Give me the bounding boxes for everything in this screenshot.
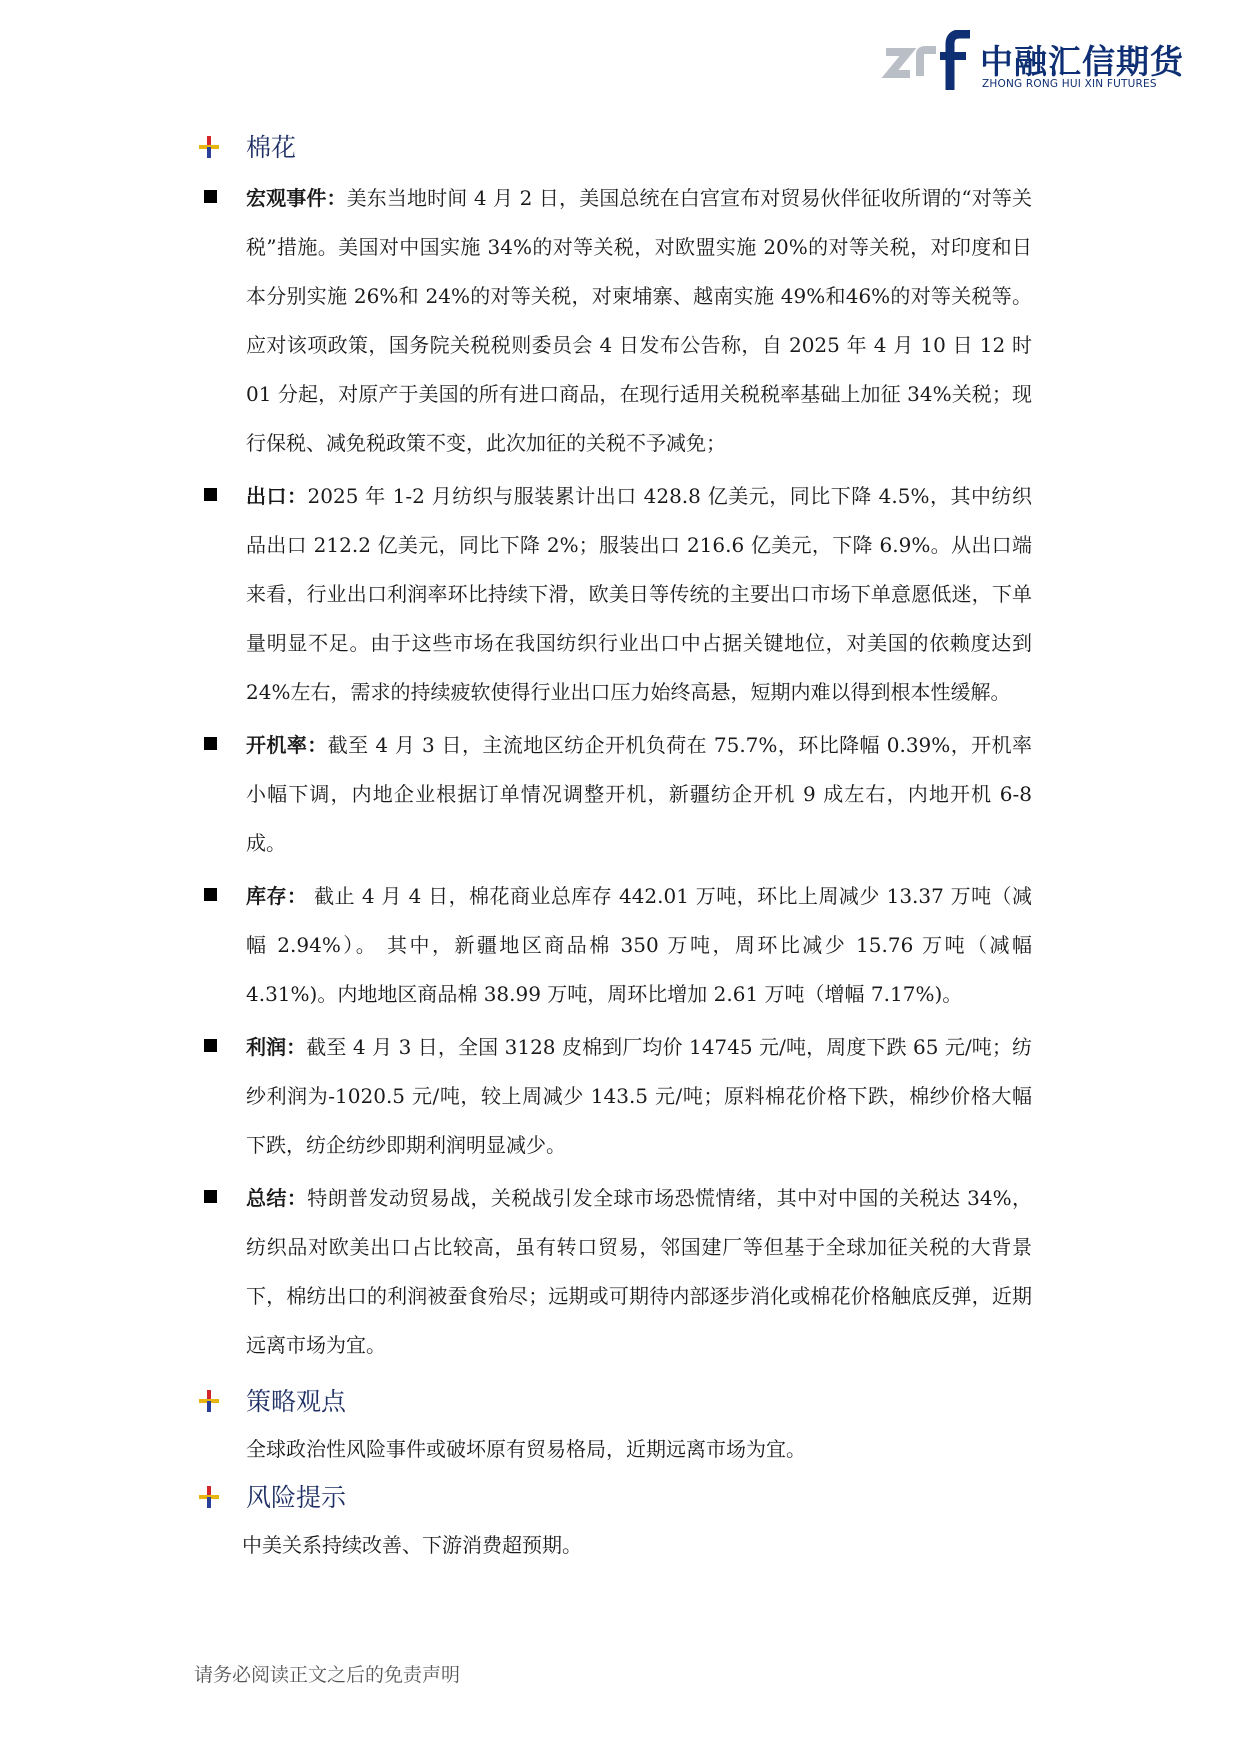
company-logo	[880, 30, 1184, 94]
square-bullet-icon	[204, 888, 217, 901]
risk-text: 中美关系持续改善、下游消费超预期。	[242, 1533, 582, 1557]
section-title: 棉花	[246, 133, 297, 162]
square-bullet-icon	[204, 190, 217, 203]
list-item	[0, 1174, 1240, 1370]
item-label: 库存：	[246, 884, 308, 908]
footer-disclaimer: 请务必阅读正文之后的免责声明	[194, 1664, 461, 1686]
item-label: 宏观事件：	[246, 186, 347, 210]
list-item	[0, 472, 1240, 717]
item-label: 利润：	[246, 1035, 307, 1059]
section-title: 风险提示	[246, 1483, 347, 1512]
section-heading-risk	[0, 1470, 1240, 1524]
item-label: 开机率：	[246, 733, 328, 757]
item-label: 出口：	[246, 484, 308, 508]
strategy-text: 全球政治性风险事件或破坏原有贸易格局，近期远离市场为宜。	[246, 1437, 806, 1461]
item-text: 美东当地时间 4 月 2 日，美国总统在白宫宣布对贸易伙伴征收所谓的“对等关税”措施。美国对中国实施 34%的对等关税，对欧盟实施 20%的对等关税，对印度和日本分别实施 26%和 24%的对等关税，对柬埔寨、越南实施 49%和46%的对等关税等。应对该项政策，国务院关税税则委员会 4 日发布公告称，自 2025 年 4 月 10 日 12 时 01 分起，对原产于美国的所有进口商品，在现行适用关税税率基础上加征 34%关税；现行保税、减免税政策不变，此次加征的关税不予减免；	[246, 186, 1033, 455]
section-title: 策略观点	[246, 1387, 347, 1416]
logo-chinese-name: 中融汇信期货	[980, 42, 1184, 81]
item-text: 特朗普发动贸易战，关税战引发全球市场恐慌情绪，其中对中国的关税达 34%，纺织品对欧美出口占比较高，虽有转口贸易，邻国建厂等但基于全球加征关税的大背景下，棉纺出口的利润被蚕食殆尽；远期或可期待内部逐步消化或棉花价格触底反弹，近期远离市场为宜。	[246, 1186, 1033, 1357]
square-bullet-icon	[204, 488, 217, 501]
item-text: 截至 4 月 3 日，主流地区纺企开机负荷在 75.7%，环比降幅 0.39%，开机率小幅下调，内地企业根据订单情况调整开机，新疆纺企开机 9 成左右，内地开机 6-8 成。	[246, 733, 1032, 855]
list-item	[0, 872, 1240, 1019]
logo-english-name: ZHONG RONG HUI XIN FUTURES	[982, 78, 1157, 90]
square-bullet-icon	[204, 737, 217, 750]
list-item	[0, 721, 1240, 868]
report-body	[0, 120, 1240, 1566]
section-heading-cotton	[0, 120, 1240, 174]
cross-marker-icon	[196, 1484, 222, 1510]
zrf-logo-mark-icon	[880, 30, 976, 94]
square-bullet-icon	[204, 1039, 217, 1052]
item-text: 截至 4 月 3 日，全国 3128 皮棉到厂均价 14745 元/吨，周度下跌 65 元/吨；纺纱利润为-1020.5 元/吨，较上周减少 143.5 元/吨；原料棉花价格下跌，棉纱价格大幅下跌，纺企纺纱即期利润明显减少。	[246, 1035, 1032, 1157]
cross-marker-icon	[196, 134, 222, 160]
item-text: 2025 年 1-2 月纺织与服装累计出口 428.8 亿美元，同比下降 4.5%，其中纺织品出口 212.2 亿美元，同比下降 2%；服装出口 216.6 亿美元，下降 6.9%。从出口端来看，行业出口利润率环比持续下滑，欧美日等传统的主要出口市场下单意愿低迷，下单量明显不足。由于这些市场在我国纺织行业出口中占据关键地位，对美国的依赖度达到 24%左右，需求的持续疲软使得行业出口压力始终高悬，短期内难以得到根本性缓解。	[246, 484, 1032, 704]
list-item	[0, 1023, 1240, 1170]
cross-marker-icon	[196, 1388, 222, 1414]
square-bullet-icon	[204, 1190, 217, 1203]
section-heading-strategy	[0, 1374, 1240, 1428]
item-text: 截止 4 月 4 日，棉花商业总库存 442.01 万吨，环比上周减少 13.37 万吨（减幅 2.94%）。 其中，新疆地区商品棉 350 万吨，周环比减少 15.76 万吨（减幅 4.31%)。内地地区商品棉 38.99 万吨，周环比增加 2.61 万吨（增幅 7.17%)。	[246, 884, 1032, 1006]
item-label: 总结：	[246, 1186, 308, 1210]
list-item	[0, 174, 1240, 468]
